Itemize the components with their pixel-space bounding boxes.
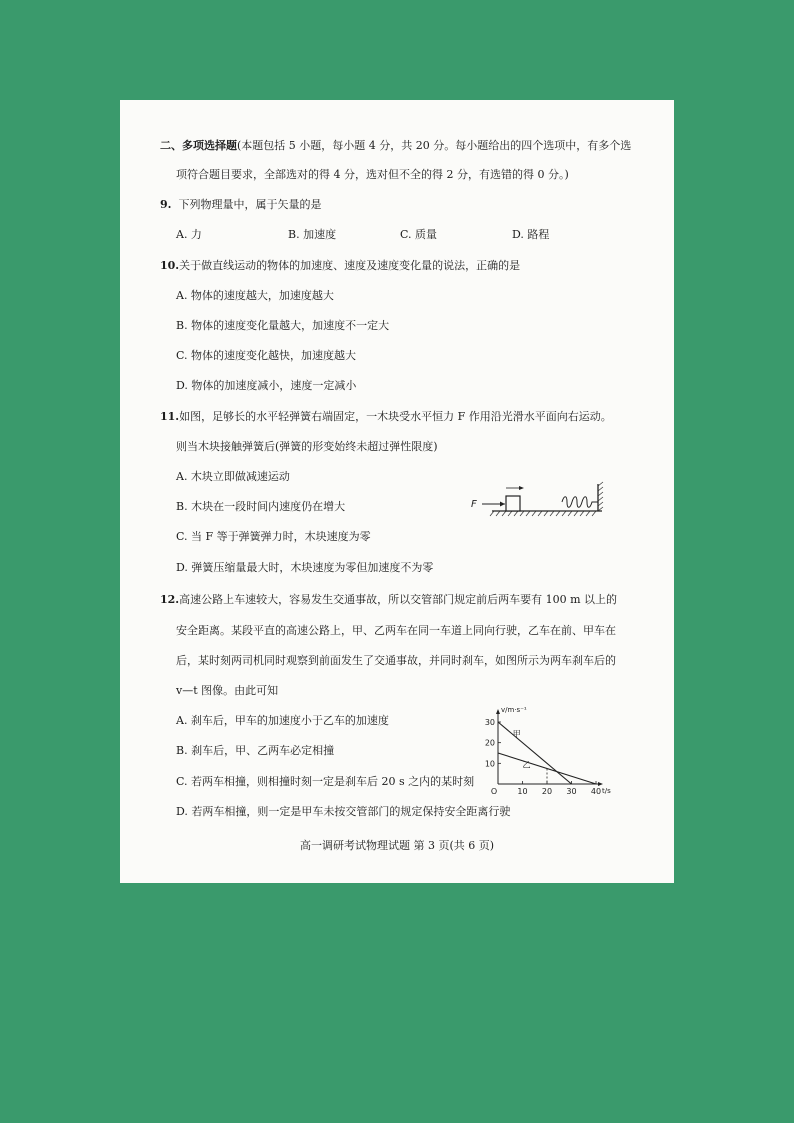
question-text: 高速公路上车速较大，容易发生交通事故，所以交管部门规定前后两车要有 100 m 以上的 <box>179 593 618 606</box>
question-12-stem-line3: 后，某时刻两司机同时观察到前面发生了交通事故，并同时刹车，如图所示为两车刹车后的 <box>176 654 616 667</box>
question-text: 如图，足够长的水平轻弹簧右端固定，一木块受水平恒力 F 作用沿光滑水平面向右运动。 <box>179 410 612 423</box>
section-intro-line2: 项符合题目要求，全部选对的得 4 分，选对但不全的得 2 分，有选错的得 0 分。) <box>176 168 569 181</box>
origin-label: O <box>490 787 498 796</box>
spring-block-figure <box>470 480 610 520</box>
section-intro-line1: (本题包括 5 小题，每小题 4 分，共 20 分。每小题给出的四个选项中，有多个选 <box>237 139 632 152</box>
q10-option-a: A. 物体的速度越大，加速度越大 <box>176 289 334 302</box>
x-tick-label: 30 <box>566 787 577 796</box>
question-text: 下列物理量中，属于矢量的是 <box>178 198 322 211</box>
series-label-jia: 甲 <box>512 729 521 739</box>
section-heading <box>160 139 631 153</box>
y-tick-label: 10 <box>484 759 495 769</box>
y-axis-arrowhead <box>496 709 500 714</box>
q12-option-b: B. 刹车后，甲、乙两车必定相撞 <box>176 744 335 757</box>
q12-option-c: C. 若两车相撞，则相撞时刻一定是刹车后 20 s 之内的某时刻 <box>176 775 475 788</box>
question-12-stem <box>160 593 617 607</box>
question-text: 关于做直线运动的物体的加速度、速度及速度变化量的说法，正确的是 <box>179 259 521 272</box>
x-tick-label: 40 <box>590 787 602 796</box>
q9-option-b: B. 加速度 <box>288 228 337 241</box>
series-line-jia <box>498 722 572 784</box>
series-line-yi <box>498 753 596 784</box>
q11-option-d: D. 弹簧压缩量最大时，木块速度为零但加速度不为零 <box>176 561 434 574</box>
question-12-stem-line4: v—t 图像。由此可知 <box>176 684 279 697</box>
question-9-stem <box>160 198 321 212</box>
question-10-stem <box>160 259 520 273</box>
x-axis-label: t/s <box>602 787 611 795</box>
exam-page <box>120 100 674 883</box>
question-number: 10. <box>160 259 180 272</box>
q11-option-a: A. 木块立即做减速运动 <box>176 470 290 483</box>
question-number: 11. <box>160 410 180 423</box>
floor-hatching <box>490 511 596 516</box>
q12-option-a: A. 刹车后，甲车的加速度小于乙车的加速度 <box>176 714 389 727</box>
q9-option-a: A. 力 <box>176 228 202 241</box>
q11-option-b: B. 木块在一段时间内速度仍在增大 <box>176 500 346 513</box>
vt-graph <box>482 704 622 804</box>
q12-option-d: D. 若两车相撞，则一定是甲车未按交管部门的规定保持安全距离行驶 <box>176 805 511 818</box>
question-11-stem-line2: 则当木块接触弹簧后(弹簧的形变始终未超过弹性限度) <box>176 440 438 453</box>
x-tick-label: 10 <box>517 787 528 796</box>
y-axis-label: v/m·s⁻¹ <box>501 706 527 714</box>
y-tick-label: 30 <box>484 718 495 727</box>
y-tick-label: 20 <box>484 738 495 748</box>
q11-option-c: C. 当 F 等于弹簧弹力时，木块速度为零 <box>176 530 371 543</box>
q10-option-b: B. 物体的速度变化量越大，加速度不一定大 <box>176 319 390 332</box>
series-label-yi: 乙 <box>522 760 531 770</box>
question-number: 9. <box>160 198 172 211</box>
x-axis-arrowhead <box>598 782 603 786</box>
block <box>506 496 520 511</box>
velocity-arrowhead <box>519 486 524 490</box>
force-arrowhead <box>500 502 505 507</box>
question-12-stem-line2: 安全距离。某段平直的高速公路上，甲、乙两车在同一车道上同向行驶，乙车在前、甲车在 <box>176 624 616 637</box>
page-footer: 高一调研考试物理试题 第 3 页(共 6 页) <box>299 839 495 852</box>
q10-option-d: D. 物体的加速度减小，速度一定减小 <box>176 379 357 392</box>
q9-option-d: D. 路程 <box>512 228 550 241</box>
question-11-stem <box>160 410 612 424</box>
q10-option-c: C. 物体的速度变化越快，加速度越大 <box>176 349 357 362</box>
force-label: F <box>471 499 477 510</box>
x-tick-label: 20 <box>541 787 553 796</box>
question-number: 12. <box>160 593 180 606</box>
q9-option-c: C. 质量 <box>400 228 438 241</box>
wall-hatching <box>598 482 603 511</box>
spring <box>562 497 598 508</box>
section-title: 二、多项选择题 <box>160 139 237 152</box>
